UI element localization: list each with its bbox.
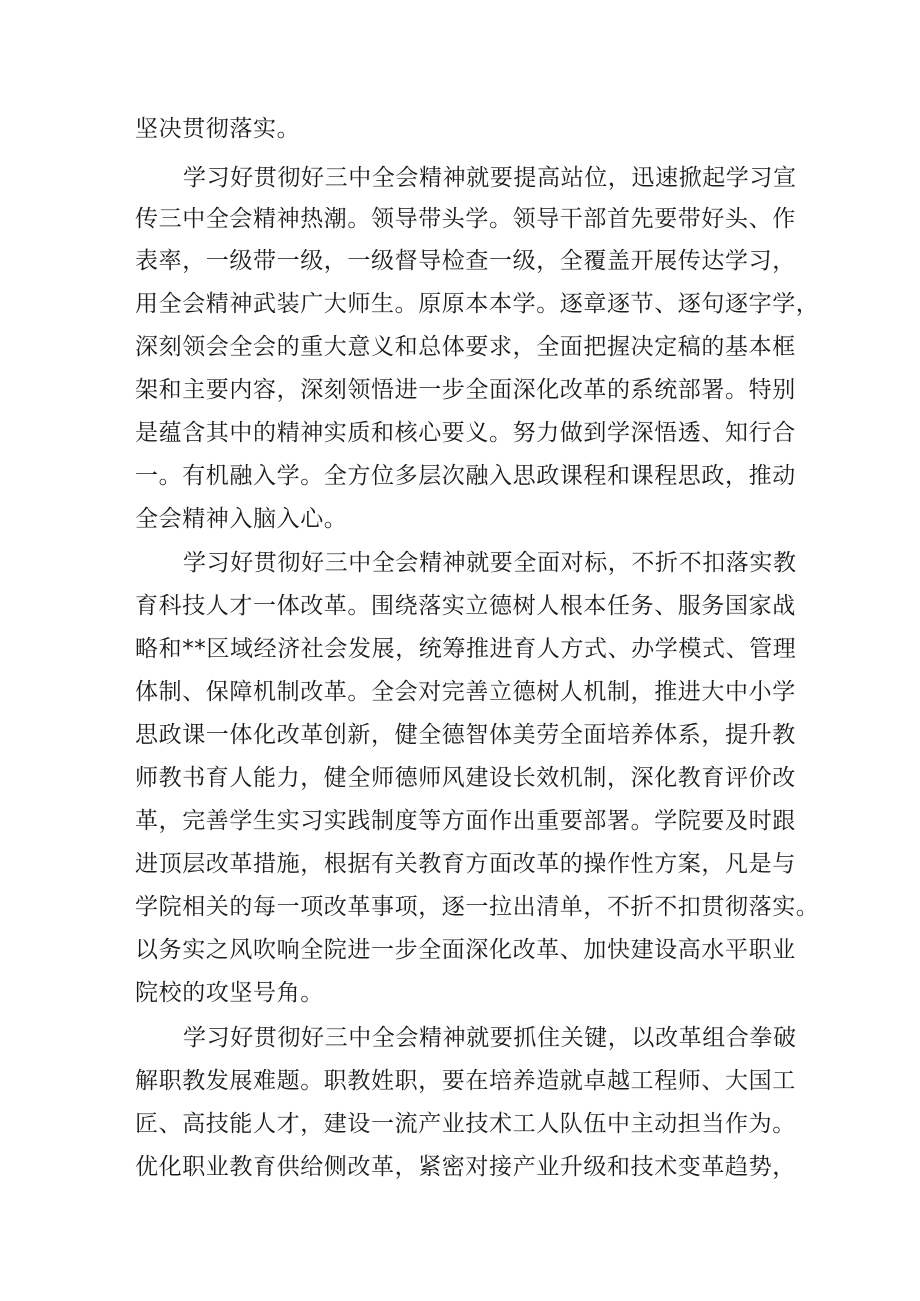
text-line: 体制、保障机制改革。全会对完善立德树人机制，推进大中小学 [135,679,796,705]
text-line: 架和主要内容，深刻领悟进一步全面深化改革的系统部署。特别 [135,377,796,403]
text-line: 解职教发展难题。职教姓职，要在培养造就卓越工程师、大国工 [135,1068,796,1094]
text-line: 表率，一级带一级，一级督导检查一级，全覆盖开展传达学习， [135,248,796,274]
paragraph-first-line: 学习好贯彻好三中全会精神就要抓住关键，以改革组合拳破 [183,1025,797,1051]
text-line: 深刻领会全会的重大意义和总体要求，全面把握决定稿的基本框 [135,334,796,360]
text-line: 师教书育人能力，健全师德师风建设长效机制，深化教育评价改 [135,765,796,791]
text-line: 用全会精神武装广大师生。原原本本学。逐章逐节、逐句逐字学， [135,291,820,317]
text-line: 育科技人才一体改革。围绕落实立德树人根本任务、服务国家战 [135,593,796,619]
text-line: 匠、高技能人才，建设一流产业技术工人队伍中主动担当作为。 [135,1111,796,1137]
paragraph-first-line: 学习好贯彻好三中全会精神就要全面对标，不折不扣落实教 [183,550,797,576]
text-line: 坚决贯彻落实。 [135,116,301,142]
text-line: 传三中全会精神热潮。领导带头学。领导干部首先要带好头、作 [135,206,796,232]
text-line: 一。有机融入学。全方位多层次融入思政课程和课程思政，推动 [135,463,796,489]
text-line: 略和**区域经济社会发展，统筹推进育人方式、办学模式、管理 [135,636,797,662]
text-line: 以务实之风吹响全院进一步全面深化改革、加快建设高水平职业 [135,937,796,963]
text-line: 是蕴含其中的精神实质和核心要义。努力做到学深悟透、知行合 [135,420,796,446]
paragraph-first-line: 学习好贯彻好三中全会精神就要提高站位，迅速掀起学习宣 [183,165,797,191]
text-line: 院校的攻坚号角。 [135,980,324,1006]
text-line: 思政课一体化改革创新，健全德智体美劳全面培养体系，提升教 [135,722,796,748]
text-line: 全会精神入脑入心。 [135,506,348,532]
text-line: 学院相关的每一项改革事项，逐一拉出清单，不折不扣贯彻落实。 [135,894,820,920]
text-line: 革，完善学生实习实践制度等方面作出重要部署。学院要及时跟 [135,808,796,834]
text-line: 进顶层改革措施，根据有关教育方面改革的操作性方案，凡是与 [135,851,796,877]
text-line: 优化职业教育供给侧改革，紧密对接产业升级和技术变革趋势， [135,1154,796,1180]
